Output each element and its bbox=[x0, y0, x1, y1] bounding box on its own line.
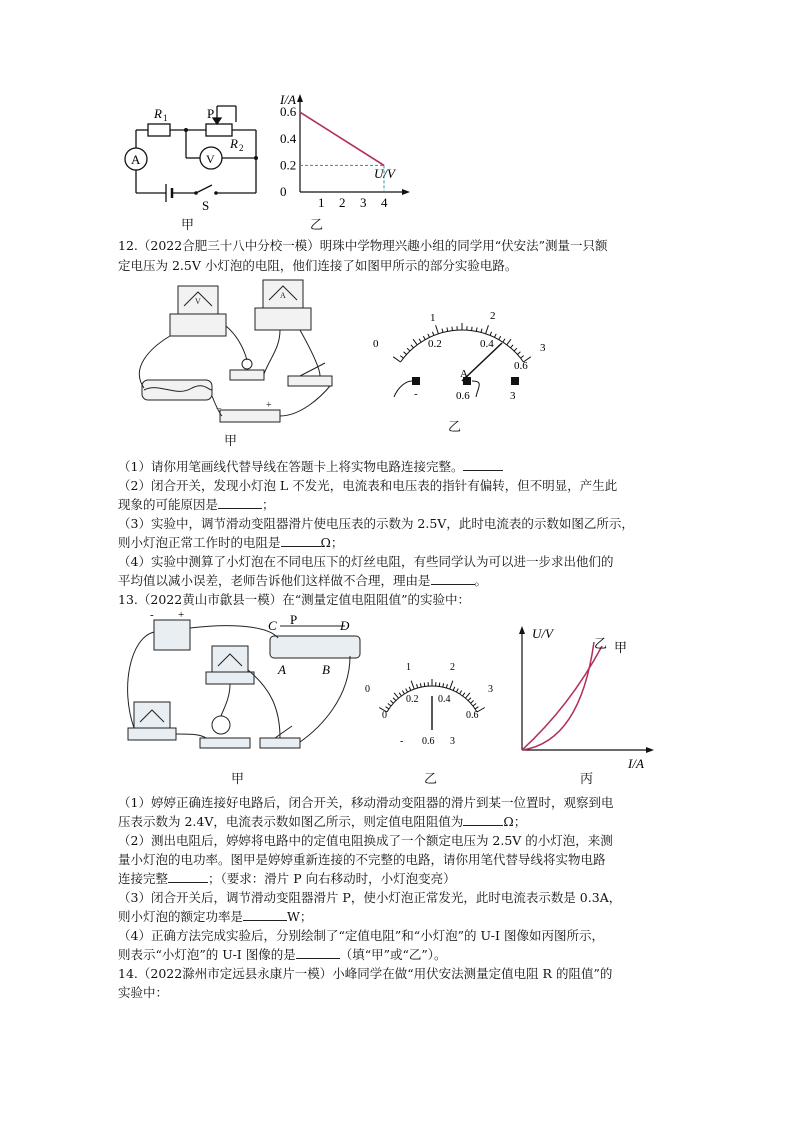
svg-text:A: A bbox=[460, 368, 468, 380]
svg-text:0.4: 0.4 bbox=[438, 694, 451, 705]
fig11-caption-jia: 甲 bbox=[181, 218, 195, 233]
q13-blank-1[interactable] bbox=[463, 813, 503, 826]
dial-tick bbox=[446, 684, 447, 688]
q13-part3a: （3）闭合开关后，调节滑动变阻器滑片 P，使小灯泡正常发光，此时电流表示数是 0.3A， bbox=[118, 890, 622, 905]
dial-tick bbox=[406, 689, 408, 693]
svg-text:3: 3 bbox=[540, 342, 546, 354]
q13-caption-jia: 甲 bbox=[231, 772, 245, 787]
x-tick-label: 4 bbox=[381, 195, 388, 210]
q13-blank-2[interactable] bbox=[168, 870, 208, 883]
dial-tick bbox=[390, 701, 393, 704]
svg-text:0: 0 bbox=[373, 338, 379, 350]
dial-tick bbox=[409, 687, 411, 691]
svg-text:+: + bbox=[266, 400, 272, 411]
r2-label: R bbox=[230, 136, 238, 151]
svg-text:0: 0 bbox=[382, 710, 387, 721]
dial-tick bbox=[476, 327, 477, 331]
dial-tick bbox=[399, 693, 401, 696]
q12-apparatus-jia bbox=[130, 278, 350, 438]
x-tick-label: 2 bbox=[339, 195, 346, 210]
q13-part2a: （2）测出电阻后，婷婷将电路中的定值电阻换成了一个额定电压为 2.5V 的小灯泡，来测 bbox=[118, 833, 613, 848]
dial-tick bbox=[411, 681, 414, 689]
dial-tick bbox=[514, 348, 517, 351]
q13-caption-bing: 丙 bbox=[580, 772, 594, 787]
svg-text:甲: 甲 bbox=[614, 640, 628, 655]
y-tick-label: 0.2 bbox=[280, 157, 297, 173]
dial-tick bbox=[471, 701, 474, 704]
dial-tick bbox=[453, 687, 455, 691]
q12-part2b: 现象的可能原因是 ； bbox=[118, 497, 275, 512]
svg-text:U/V: U/V bbox=[532, 626, 553, 641]
dial-tick bbox=[447, 327, 448, 331]
svg-text:D: D bbox=[340, 618, 350, 633]
q12-ammeter-dial bbox=[368, 305, 558, 405]
svg-text:2: 2 bbox=[490, 310, 496, 322]
q13-blank-4[interactable] bbox=[296, 946, 340, 959]
svg-text:2: 2 bbox=[239, 143, 244, 153]
q12-part1: （1）请你用笔画线代替导线在答题卡上将实物电路连接完整。 bbox=[118, 457, 503, 476]
svg-text:乙: 乙 bbox=[594, 636, 608, 651]
dial-tick bbox=[386, 707, 389, 709]
dial-tick bbox=[452, 327, 453, 331]
dial-tick bbox=[486, 325, 489, 334]
dial-tick bbox=[490, 332, 491, 336]
slider-p-label: P bbox=[207, 106, 215, 121]
svg-text:-: - bbox=[414, 388, 418, 400]
dial-tick bbox=[442, 329, 443, 333]
q12-stem-line2: 定电压为 2.5V 小灯泡的电阻，他们连接了如图甲所示的部分实验电路。 bbox=[118, 258, 518, 273]
svg-text:0.6: 0.6 bbox=[466, 710, 479, 721]
circuit-diagram-jia bbox=[118, 100, 268, 212]
q13-part4b: 则表示“小灯泡”的 U-I 图像的是 （填“甲”或“乙”）。 bbox=[118, 947, 447, 962]
q12-part3b: 则小灯泡正常工作时的电阻是 Ω； bbox=[118, 535, 344, 550]
svg-text:−: − bbox=[216, 404, 222, 415]
svg-text:2: 2 bbox=[450, 662, 455, 673]
svg-text:3: 3 bbox=[450, 736, 455, 747]
dial-tick bbox=[503, 339, 505, 342]
svg-text:V: V bbox=[195, 297, 201, 306]
dial-tick bbox=[432, 332, 433, 336]
dial-tick bbox=[394, 693, 398, 698]
dial-tick bbox=[393, 357, 400, 362]
dial-tick bbox=[465, 693, 469, 698]
curve-yi bbox=[522, 642, 594, 750]
voltmeter-label: V bbox=[206, 152, 215, 166]
dial-tick bbox=[472, 327, 473, 331]
dial-tick bbox=[517, 352, 520, 355]
q12-part4b: 平均值以减小误差，老师告诉他们这样做不合理，理由是 。 bbox=[118, 573, 488, 588]
dial-tick bbox=[402, 691, 404, 694]
svg-text:-: - bbox=[150, 609, 154, 621]
svg-text:A: A bbox=[280, 291, 286, 300]
q12-caption-yi: 乙 bbox=[448, 420, 462, 435]
dial-tick bbox=[439, 683, 440, 687]
q13-part1b: 压表示数为 2.4V，电流表示数如图乙所示，则定值电阻阻值为 Ω； bbox=[118, 814, 527, 829]
dial-tick bbox=[475, 707, 478, 709]
q13-ammeter-dial bbox=[362, 658, 502, 753]
svg-text:0.6: 0.6 bbox=[422, 736, 435, 747]
x-tick-label: 3 bbox=[360, 195, 367, 210]
q14-line2: 实验中： bbox=[118, 985, 169, 1000]
x-tick-label: 1 bbox=[318, 195, 325, 210]
dial-tick bbox=[400, 356, 403, 358]
svg-text:3: 3 bbox=[488, 684, 493, 695]
dial-tick bbox=[450, 681, 453, 689]
dial-tick bbox=[460, 691, 462, 694]
q13-apparatus-jia bbox=[120, 608, 370, 758]
q12-part4a: （4）实验中测算了小灯泡在不同电压下的灯丝电阻，有些同学认为可以进一步求出他们的 bbox=[118, 554, 614, 569]
dial-tick bbox=[507, 339, 511, 345]
dial-tick bbox=[463, 693, 465, 696]
svg-text:P: P bbox=[290, 612, 298, 627]
y-tick-label: 0 bbox=[280, 184, 287, 199]
q13-caption-yi: 乙 bbox=[424, 772, 438, 787]
q13-part2b: 量小灯泡的电功率。图甲是婷婷重新连接的不完整的电路，请你用笔代替导线将实物电路 bbox=[118, 852, 606, 867]
dial-tick bbox=[393, 698, 396, 701]
y-tick-label: 0.4 bbox=[280, 130, 297, 146]
svg-text:0.6: 0.6 bbox=[514, 360, 528, 372]
dial-tick bbox=[456, 689, 458, 693]
q12-caption-jia: 甲 bbox=[224, 434, 238, 449]
svg-text:0.6: 0.6 bbox=[456, 390, 470, 402]
dial-tick bbox=[428, 334, 430, 338]
dial-tick bbox=[388, 704, 391, 706]
y-tick-label: 0.6 bbox=[280, 104, 297, 120]
fig11-caption-yi: 乙 bbox=[310, 218, 324, 233]
y-axis-label: I/A bbox=[280, 92, 296, 107]
svg-text:1: 1 bbox=[163, 113, 168, 123]
svg-text:0.2: 0.2 bbox=[406, 694, 419, 705]
svg-text:-: - bbox=[400, 736, 404, 747]
dial-tick bbox=[411, 345, 414, 348]
dial-tick bbox=[424, 683, 425, 687]
q12-blank-2[interactable] bbox=[218, 496, 262, 509]
dial-tick bbox=[499, 336, 501, 339]
q13-part2c: 连接完整 ；（要求：滑片 P 向右移动时，小灯泡变亮） bbox=[118, 871, 456, 886]
dial-tick bbox=[404, 352, 407, 355]
q12-blank-4[interactable] bbox=[431, 572, 475, 585]
svg-text:0: 0 bbox=[365, 684, 370, 695]
switch-label: S bbox=[202, 198, 210, 212]
iu-data-line bbox=[300, 112, 384, 165]
svg-text:0.2: 0.2 bbox=[428, 338, 442, 350]
dial-tick bbox=[481, 329, 482, 333]
svg-text:C: C bbox=[268, 618, 277, 633]
x-axis-label: U/V bbox=[374, 166, 395, 181]
dial-tick bbox=[443, 683, 444, 687]
q12-part2a: （2）闭合开关，发现小灯泡 L 不发光，电流表和电压表的指针有偏转，但不明显，产生此 bbox=[118, 478, 618, 493]
ammeter-label: A bbox=[131, 152, 141, 167]
q13-ui-graph bbox=[510, 618, 660, 768]
dial-tick bbox=[511, 345, 514, 348]
r1-label: R bbox=[154, 106, 162, 121]
dial-tick bbox=[407, 348, 410, 351]
dial-tick bbox=[473, 704, 476, 706]
q12-stem-line1: 12.（2022合肥三十八中分校一模）明珠中学物理兴趣小组的同学用“伏安法”测量一只额 bbox=[118, 238, 608, 253]
svg-text:I/A: I/A bbox=[628, 756, 644, 768]
dial-tick bbox=[423, 336, 425, 339]
svg-text:B: B bbox=[322, 662, 330, 677]
q13-blank-3[interactable] bbox=[243, 908, 287, 921]
q13-part1a: （1）婷婷正确连接好电路后，闭合开关，移动滑动变阻器的滑片到某一位置时，观察到电 bbox=[118, 795, 614, 810]
dial-tick bbox=[494, 334, 496, 338]
svg-text:1: 1 bbox=[430, 312, 436, 324]
svg-text:+: + bbox=[178, 609, 185, 621]
q13-part3b: 则小灯泡的额定功率是 W； bbox=[118, 909, 313, 924]
dial-tick bbox=[521, 356, 524, 358]
q13-stem: 13.（2022黄山市歙县一模）在“测量定值电阻阻值”的实验中： bbox=[118, 592, 470, 607]
dial-tick bbox=[420, 683, 421, 687]
q13-part4a: （4）正确方法完成实验后，分别绘制了“定值电阻”和“小灯泡”的 U-I 图像如丙图所示， bbox=[118, 928, 604, 943]
svg-text:A: A bbox=[278, 662, 286, 677]
q14-line1: 14.（2022滁州市定远县永康片一模）小峰同学在做“用伏安法测量定值电阻 R 的阻值”的 bbox=[118, 966, 613, 981]
dial-tick bbox=[417, 684, 418, 688]
dial-tick bbox=[419, 339, 421, 342]
dial-tick bbox=[436, 325, 439, 334]
dial-tick bbox=[413, 339, 417, 345]
q12-part3a: （3）实验中，调节滑动变阻器滑片使电压表的示数为 2.5V，此时电流表的示数如图乙所示， bbox=[118, 516, 634, 531]
svg-text:1: 1 bbox=[406, 662, 411, 673]
svg-text:0.4: 0.4 bbox=[480, 338, 494, 350]
dial-tick bbox=[468, 698, 471, 701]
q12-blank-3[interactable] bbox=[281, 534, 321, 547]
iu-graph bbox=[278, 92, 413, 212]
svg-text:3: 3 bbox=[510, 390, 516, 402]
